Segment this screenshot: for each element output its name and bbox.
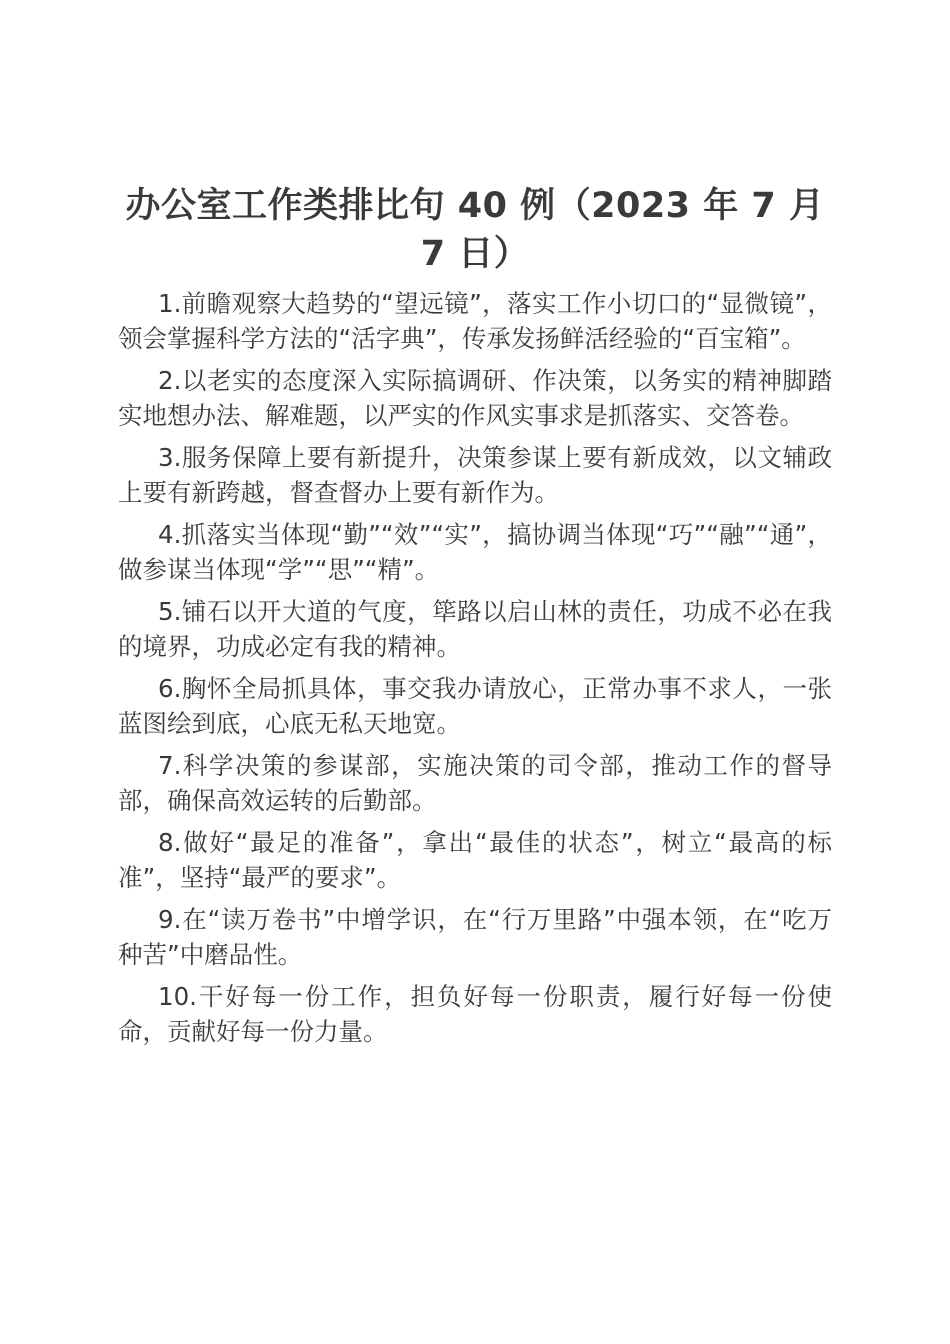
document-title: 办公室工作类排比句 40 例（2023 年 7 月 7 日） (125, 186, 825, 274)
sentence-list (118, 286, 832, 1049)
sentence-item-9: 9.在“读万卷书”中增学识，在“行万里路”中强本领，在“吃万种苦”中磨品性。 (118, 905, 832, 969)
sentence-item-10: 10.干好每一份工作，担负好每一份职责，履行好每一份使命，贡献好每一份力量。 (118, 982, 832, 1046)
sentence-item-6: 6.胸怀全局抓具体，事交我办请放心，正常办事不求人，一张蓝图绘到底，心底无私天地宽。 (118, 674, 832, 738)
sentence-item-7: 7.科学决策的参谋部，实施决策的司令部，推动工作的督导部，确保高效运转的后勤部。 (118, 751, 832, 815)
document-page (118, 182, 832, 1056)
sentence-item-8: 8.做好“最足的准备”，拿出“最佳的状态”，树立“最高的标准”，坚持“最严的要求”。 (118, 828, 832, 892)
sentence-item-2: 2.以老实的态度深入实际搞调研、作决策，以务实的精神脚踏实地想办法、解难题，以严实的作风实事求是抓落实、交答卷。 (118, 366, 832, 430)
sentence-item-3: 3.服务保障上要有新提升，决策参谋上要有新成效，以文辅政上要有新跨越，督查督办上要有新作为。 (118, 443, 832, 507)
sentence-item-5: 5.铺石以开大道的气度，筚路以启山林的责任，功成不必在我的境界，功成必定有我的精神。 (118, 597, 832, 661)
sentence-item-4: 4.抓落实当体现“勤”“效”“实”，搞协调当体现“巧”“融”“通”，做参谋当体现“学”“思”“精”。 (118, 520, 832, 584)
sentence-item-1: 1.前瞻观察大趋势的“望远镜”，落实工作小切口的“显微镜”，领会掌握科学方法的“活字典”，传承发扬鲜活经验的“百宝箱”。 (118, 289, 832, 353)
